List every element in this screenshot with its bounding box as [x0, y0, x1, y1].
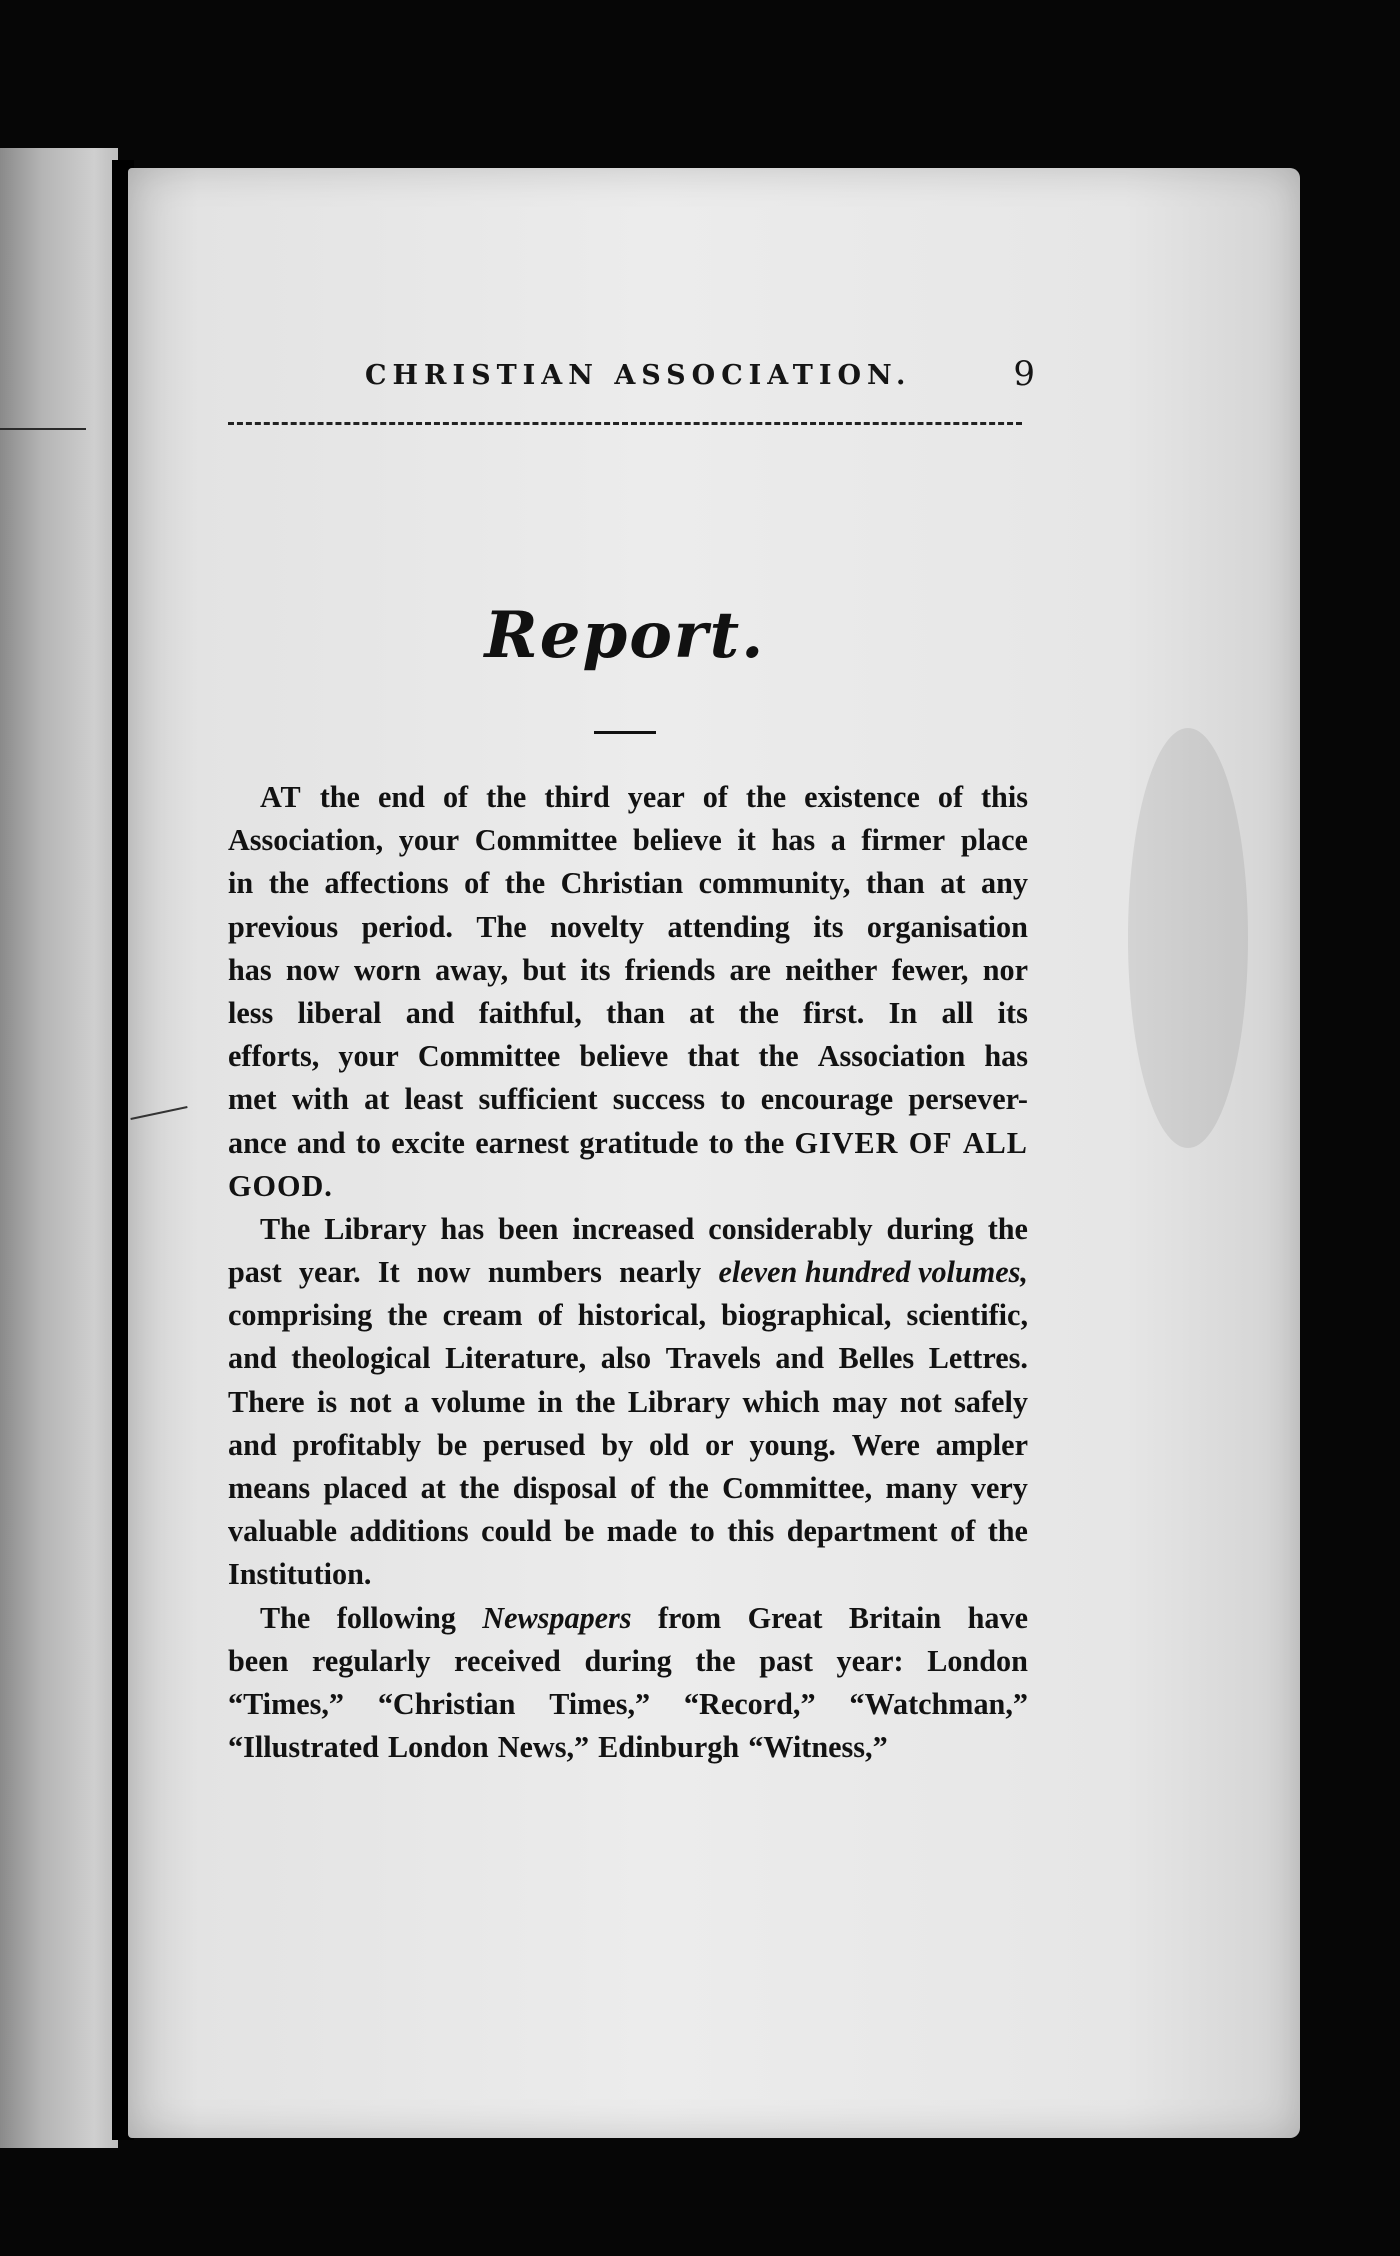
- word: theological: [291, 1341, 431, 1376]
- word: encourage: [760, 1082, 894, 1117]
- running-title: CHRISTIAN ASSOCIATION.: [365, 360, 912, 391]
- word: community,: [698, 866, 851, 901]
- word: friends: [624, 952, 716, 987]
- paragraph: [228, 1597, 1028, 1770]
- word: are: [729, 952, 771, 987]
- word: fewer,: [891, 952, 969, 987]
- word: London: [927, 1643, 1028, 1678]
- word: Newspapers: [482, 1600, 632, 1635]
- word: biographical,: [721, 1298, 892, 1333]
- word: means: [228, 1471, 311, 1505]
- word: third: [544, 780, 610, 814]
- word: organisation: [866, 909, 1028, 944]
- word: affections: [324, 866, 449, 901]
- word: year: [627, 780, 685, 814]
- word: persever-: [908, 1082, 1028, 1117]
- word: GOOD.: [228, 1168, 333, 1203]
- word: nor: [982, 952, 1028, 987]
- word: has: [984, 1039, 1028, 1074]
- word: ALL: [962, 1125, 1028, 1160]
- word: period.: [361, 909, 453, 944]
- word: nearly: [619, 1255, 702, 1290]
- word: comprising: [228, 1298, 373, 1333]
- word: “Record,”: [683, 1686, 816, 1721]
- word: away,: [435, 952, 509, 987]
- text-line: [228, 1337, 1028, 1380]
- running-head: [230, 354, 1035, 400]
- word: the: [459, 1471, 500, 1505]
- word: the: [668, 1471, 709, 1505]
- word: place: [960, 823, 1028, 858]
- text-line: [228, 1122, 1028, 1165]
- word: year:: [836, 1643, 904, 1678]
- word: from: [658, 1600, 722, 1635]
- word: The: [260, 1211, 311, 1246]
- word: young.: [749, 1427, 836, 1462]
- word: now: [285, 952, 340, 987]
- word: “Witness,”: [748, 1730, 888, 1765]
- word: attending: [667, 909, 790, 944]
- paragraph: [228, 1208, 1028, 1597]
- word: additions: [349, 1514, 469, 1549]
- word: Travels: [665, 1341, 761, 1376]
- word: scientific,: [906, 1298, 1028, 1333]
- text-line: [228, 1640, 1028, 1683]
- word: firmer: [861, 823, 946, 858]
- word: department: [786, 1514, 938, 1549]
- word: historical,: [577, 1298, 707, 1333]
- word: Were: [851, 1427, 920, 1462]
- word: to: [355, 1125, 381, 1160]
- word: Committee: [417, 1039, 561, 1074]
- word: a: [403, 1384, 419, 1419]
- word: and: [228, 1341, 277, 1376]
- word: has: [440, 1211, 485, 1246]
- word: ance: [228, 1125, 287, 1160]
- text-line: [228, 1467, 1028, 1510]
- word: also: [600, 1341, 652, 1376]
- word: has: [771, 823, 816, 858]
- word: liberal: [297, 995, 382, 1030]
- word: regularly: [312, 1643, 431, 1678]
- word: Library: [324, 1211, 427, 1246]
- text-line: [228, 776, 1028, 819]
- word: of: [464, 866, 490, 901]
- word: that: [687, 1039, 740, 1074]
- word: earnest: [475, 1125, 570, 1160]
- header-rule: [228, 422, 1022, 425]
- word: than: [865, 866, 925, 901]
- word: in: [537, 1384, 563, 1419]
- word: many: [885, 1471, 958, 1505]
- word: of: [537, 1298, 563, 1333]
- word: “Watchman,”: [849, 1686, 1028, 1721]
- word: “Times,”: [228, 1686, 345, 1721]
- word: year.: [298, 1255, 361, 1290]
- word: the: [987, 1514, 1028, 1549]
- word: all: [941, 995, 974, 1030]
- word: met: [228, 1082, 277, 1117]
- word: Lettres.: [928, 1341, 1028, 1376]
- text-line: [228, 1165, 1028, 1208]
- word: Great: [747, 1600, 823, 1635]
- word: has: [228, 952, 272, 987]
- word: of: [702, 780, 728, 814]
- word: this: [981, 780, 1028, 814]
- word: the: [319, 780, 360, 814]
- word: have: [967, 1600, 1028, 1635]
- word: any: [980, 866, 1028, 901]
- word: Edinburgh: [598, 1730, 740, 1765]
- word: GIVER: [794, 1125, 899, 1160]
- word: at: [364, 1082, 390, 1117]
- left-page-edge: [0, 148, 118, 2148]
- word: than: [606, 995, 665, 1030]
- paragraph: [228, 776, 1028, 1208]
- word: Britain: [848, 1600, 942, 1635]
- word: efforts,: [228, 1039, 320, 1074]
- word: profitably: [292, 1427, 422, 1462]
- word: the: [575, 1384, 616, 1419]
- text-line: [228, 1726, 1028, 1769]
- word: eleven hundred volumes,: [718, 1255, 1028, 1290]
- word: success: [612, 1082, 706, 1117]
- word: considerably: [708, 1211, 873, 1246]
- word: your: [338, 1039, 399, 1074]
- word: Belles: [838, 1341, 915, 1376]
- word: existence: [804, 780, 920, 814]
- word: of: [937, 780, 963, 814]
- text-line: [228, 819, 1028, 862]
- text-line: [228, 1078, 1028, 1121]
- word: The: [260, 1600, 311, 1635]
- word: during: [886, 1211, 974, 1246]
- word: at: [940, 866, 966, 901]
- word: at: [420, 1471, 446, 1505]
- word: received: [454, 1643, 561, 1678]
- word: London: [387, 1730, 489, 1765]
- word: be: [564, 1514, 595, 1549]
- word: the: [744, 1125, 785, 1160]
- word: Christian: [560, 866, 684, 901]
- word: in: [228, 866, 254, 901]
- word: to: [689, 1514, 715, 1549]
- word: gratitude: [579, 1125, 699, 1160]
- word: its: [580, 952, 611, 987]
- word: end: [377, 780, 425, 814]
- word: old: [648, 1427, 690, 1462]
- text-line: [228, 1424, 1028, 1467]
- word: and: [775, 1341, 825, 1376]
- word: It: [377, 1255, 400, 1290]
- word: of: [950, 1514, 976, 1549]
- word: numbers: [487, 1255, 602, 1290]
- word: with: [291, 1082, 349, 1117]
- word: the: [504, 866, 546, 901]
- word: AT: [260, 780, 302, 814]
- word: believe: [632, 823, 722, 858]
- word: the: [486, 780, 527, 814]
- word: neither: [785, 952, 878, 987]
- word: worn: [353, 952, 421, 987]
- word: at: [689, 995, 715, 1030]
- word: the: [738, 995, 779, 1030]
- word: the: [758, 1039, 799, 1074]
- text-line: [228, 862, 1028, 905]
- word: Institution.: [228, 1557, 372, 1592]
- word: past: [228, 1255, 282, 1290]
- word: Committee,: [722, 1471, 873, 1505]
- word: cream: [442, 1298, 523, 1333]
- word: The: [476, 909, 527, 944]
- text-line: [228, 1553, 1028, 1596]
- text-line: [228, 1294, 1028, 1337]
- word: not: [349, 1384, 392, 1419]
- word: least: [404, 1082, 464, 1117]
- word: not: [899, 1384, 942, 1419]
- word: ampler: [935, 1427, 1028, 1462]
- word: perused: [483, 1427, 586, 1462]
- word: may: [832, 1384, 888, 1419]
- text-line: [228, 1208, 1028, 1251]
- word: In: [888, 995, 918, 1030]
- word: There: [228, 1384, 305, 1419]
- word: Literature,: [445, 1341, 587, 1376]
- text-line: [228, 1381, 1028, 1424]
- word: Library: [627, 1384, 731, 1419]
- word: be: [436, 1427, 468, 1462]
- word: of: [442, 780, 469, 814]
- word: but: [522, 952, 567, 987]
- word: and: [296, 1125, 346, 1160]
- left-page-rule: [0, 428, 86, 430]
- text-line: [228, 992, 1028, 1035]
- word: been: [498, 1211, 559, 1246]
- word: novelty: [550, 909, 645, 944]
- word: News,”: [497, 1730, 590, 1765]
- word: its: [813, 909, 844, 944]
- heading-rule: [594, 731, 656, 734]
- word: this: [727, 1514, 775, 1549]
- word: Times,”: [549, 1686, 651, 1721]
- word: first.: [803, 995, 865, 1030]
- page-number: 9: [1013, 354, 1035, 394]
- word: OF: [908, 1125, 953, 1160]
- body-text: [228, 776, 1028, 1769]
- word: its: [997, 995, 1028, 1030]
- word: of: [630, 1471, 656, 1505]
- word: made: [606, 1514, 678, 1549]
- word: Association: [817, 1039, 966, 1074]
- word: the: [695, 1643, 736, 1678]
- word: increased: [572, 1211, 695, 1246]
- word: your: [398, 823, 460, 858]
- word: very: [970, 1471, 1028, 1505]
- word: and: [405, 995, 455, 1030]
- word: and: [228, 1427, 277, 1462]
- word: past: [759, 1643, 813, 1678]
- text-line: [228, 1597, 1028, 1640]
- word: now: [416, 1255, 471, 1290]
- word: “Illustrated: [228, 1730, 379, 1765]
- word: to: [708, 1125, 734, 1160]
- word: volume: [431, 1384, 526, 1419]
- text-line: [228, 949, 1028, 992]
- word: disposal: [512, 1471, 617, 1505]
- word: the: [268, 866, 309, 901]
- word: following: [336, 1600, 456, 1635]
- word: or: [705, 1427, 734, 1462]
- section-heading: Report.: [484, 598, 766, 673]
- word: a: [830, 823, 846, 858]
- word: previous: [228, 909, 339, 944]
- word: Association,: [228, 823, 384, 858]
- text-line: [228, 1510, 1028, 1553]
- word: the: [987, 1211, 1028, 1246]
- text-line: [228, 906, 1028, 949]
- word: during: [584, 1643, 672, 1678]
- word: Committee: [474, 823, 618, 858]
- word: which: [742, 1384, 820, 1419]
- word: safely: [954, 1384, 1028, 1419]
- word: to: [720, 1082, 746, 1117]
- word: been: [228, 1643, 289, 1678]
- page-stain: [1128, 728, 1248, 1148]
- word: sufficient: [478, 1082, 598, 1117]
- word: the: [745, 780, 787, 814]
- word: less: [228, 995, 274, 1030]
- text-line: [228, 1683, 1028, 1726]
- word: by: [601, 1427, 634, 1462]
- word: the: [387, 1298, 428, 1333]
- word: it: [737, 823, 756, 858]
- word: placed: [323, 1471, 408, 1505]
- word: could: [481, 1514, 552, 1549]
- text-line: [228, 1251, 1028, 1294]
- text-line: [228, 1035, 1028, 1078]
- word: valuable: [228, 1514, 338, 1549]
- word: is: [316, 1384, 338, 1419]
- word: believe: [579, 1039, 669, 1074]
- word: faithful,: [478, 995, 582, 1030]
- word: “Christian: [377, 1686, 516, 1721]
- word: excite: [391, 1125, 465, 1160]
